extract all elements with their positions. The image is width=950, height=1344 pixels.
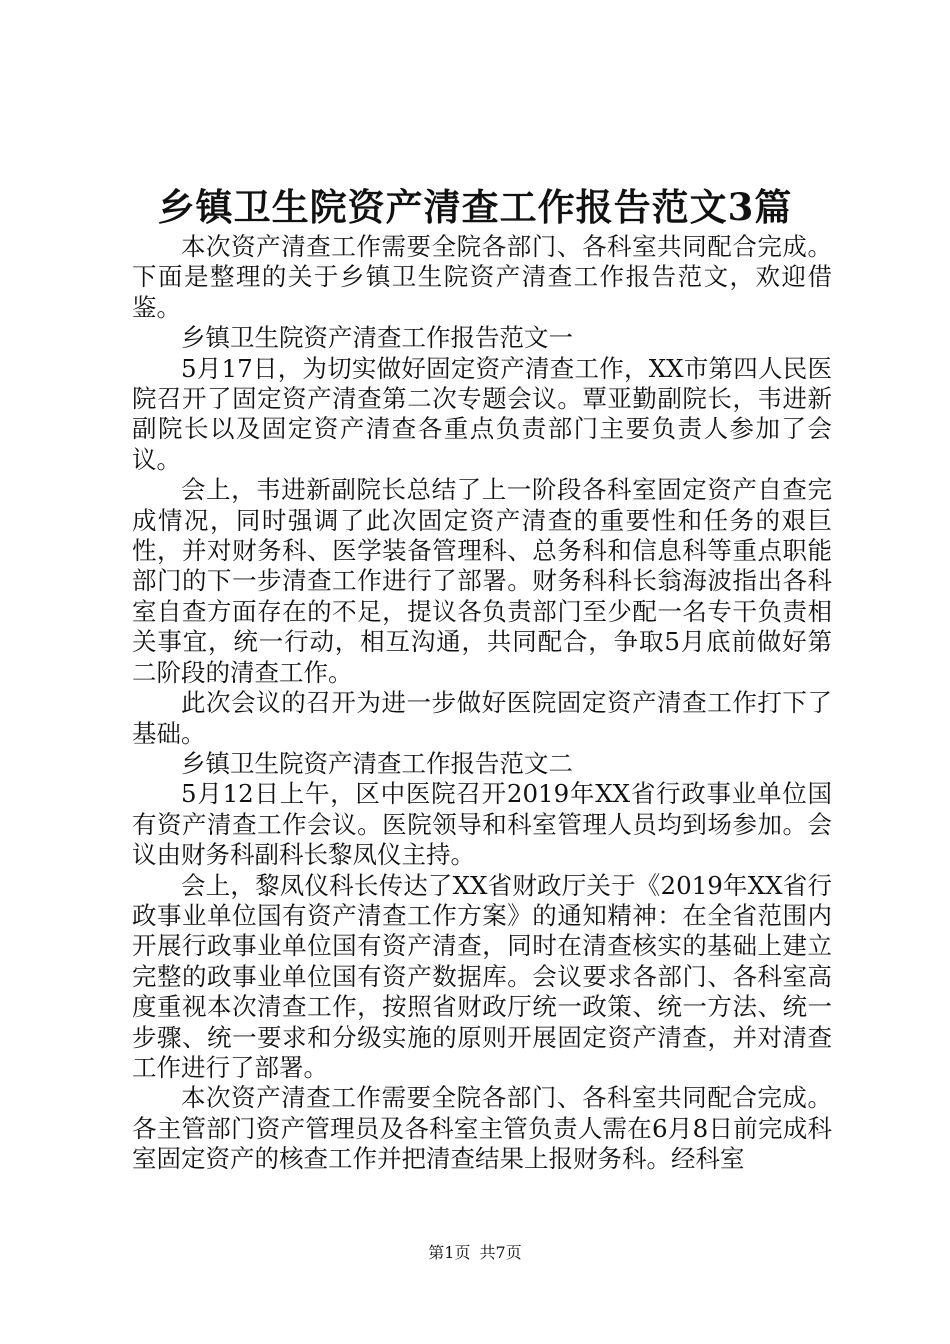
body-paragraph: 5月12日上午，区中医院召开2019年XX省行政事业单位国有资产清查工作会议。医院领导和科室管理人员均到场参加。会议由财务科副科长黎凤仪主持。 <box>132 779 832 870</box>
document-title: 乡镇卫生院资产清查工作报告范文3篇 <box>157 185 793 229</box>
body-paragraph: 会上，韦进新副院长总结了上一阶段各科室固定资产自查完成情况，同时强调了此次固定资产清查的重要性和任务的艰巨性，并对财务科、医学装备管理科、总务科和信息科等重点职能部门的下一步清查工作进行了部署。财务科科长翁海波指出各科室自查方面存在的不足，提议各负责部门至少配一名专干负责相关事宜，统一行动，相互沟通，共同配合，争取5月底前做好第二阶段的清查工作。 <box>132 475 832 687</box>
body-paragraph: 本次资产清查工作需要全院各部门、各科室共同配合完成。各主管部门资产管理员及各科室主管负责人需在6月8日前完成科室固定资产的核查工作并把清查结果上报财务科。经科室 <box>132 1083 832 1174</box>
section-heading-1: 乡镇卫生院资产清查工作报告范文一 <box>181 323 573 353</box>
body-paragraph: 会上，黎凤仪科长传达了XX省财政厅关于《2019年XX省行政事业单位国有资产清查工作方案》的通知精神：在全省范围内开展行政事业单位国有资产清查，同时在清查核实的基础上建立完整的政事业单位国有资产数据库。会议要求各部门、各科室高度重视本次清查工作，按照省财政厅统一政策、统一方法、统一步骤、统一要求和分级实施的原则开展固定资产清查，并对清查工作进行了部署。 <box>132 870 832 1082</box>
document-body <box>132 232 832 1175</box>
page-number: 第1页 <box>428 1243 471 1262</box>
intro-paragraph: 本次资产清查工作需要全院各部门、各科室共同配合完成。下面是整理的关于乡镇卫生院资产清查工作报告范文，欢迎借鉴。 <box>132 232 832 322</box>
body-paragraph: 此次会议的召开为进一步做好医院固定资产清查工作打下了基础。 <box>132 688 832 748</box>
page-footer <box>0 1243 950 1263</box>
body-paragraph: 5月17日，为切实做好固定资产清查工作，XX市第四人民医院召开了固定资产清查第二次专题会议。覃亚勤副院长，韦进新副院长以及固定资产清查各重点负责部门主要负责人参加了会议。 <box>132 353 832 474</box>
page-total: 共7页 <box>479 1243 522 1262</box>
section-heading-2: 乡镇卫生院资产清查工作报告范文二 <box>181 748 573 778</box>
